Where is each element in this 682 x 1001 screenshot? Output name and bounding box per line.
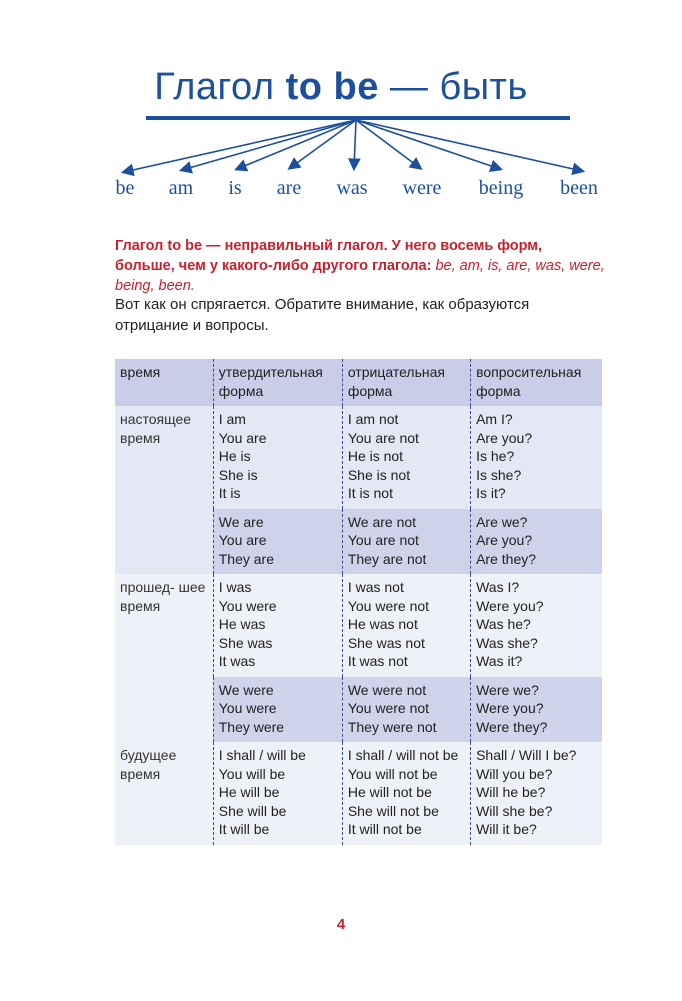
arrow-to-am bbox=[182, 120, 356, 170]
present-label: настоящее время bbox=[115, 406, 213, 574]
form-are: are bbox=[276, 177, 302, 199]
form-were: were bbox=[402, 177, 442, 199]
header-negative: отрицательная форма bbox=[342, 359, 470, 406]
cell-present-aff-singular: I am You are He is She is It is bbox=[213, 406, 342, 509]
intro-highlight: Глагол to be — неправильный глагол. У него восемь форм, больше, чем у какого-либо другого глагола: be, am, is, are, was, were, being, been. bbox=[115, 238, 605, 294]
form-is: is bbox=[228, 177, 242, 199]
form-be: be bbox=[115, 177, 135, 199]
header-question: вопросительная форма bbox=[471, 359, 602, 406]
cell-past-aff-plural: We were You were They were bbox=[213, 677, 342, 743]
cell-present-q-plural: Are we? Are you? Are they? bbox=[471, 509, 602, 575]
conjugation-table bbox=[115, 359, 602, 845]
arrow-to-was bbox=[354, 120, 356, 168]
header-affirmative: утвердительная форма bbox=[213, 359, 342, 406]
form-being: being bbox=[478, 177, 524, 199]
cell-present-aff-plural: We are You are They are bbox=[213, 509, 342, 575]
future-label: будущее время bbox=[115, 742, 213, 845]
form-am: am bbox=[168, 177, 194, 199]
page-number: 4 bbox=[336, 916, 346, 933]
intro-forms-list: be, am, is, are, was, were, being, been. bbox=[115, 258, 605, 294]
table-header-row bbox=[115, 359, 602, 406]
past-label: прошед- шее время bbox=[115, 574, 213, 742]
table-row bbox=[115, 742, 602, 845]
cell-past-aff-singular: I was You were He was She was It was bbox=[213, 574, 342, 677]
form-been: been bbox=[560, 177, 598, 199]
intro-text: Вот как он спрягается. Обратите внимание, как образуются отрицание и вопросы. bbox=[115, 296, 530, 334]
arrow-fan-diagram bbox=[0, 0, 682, 200]
cell-past-q-plural: Were we? Were you? Were they? bbox=[471, 677, 602, 743]
cell-past-neg-singular: I was not You were not He was not She was not It was not bbox=[342, 574, 470, 677]
page-title: Глагол to be — быть bbox=[154, 66, 528, 108]
cell-past-q-singular: Was I? Were you? Was he? Was she? Was it? bbox=[471, 574, 602, 677]
arrow-to-being bbox=[356, 120, 500, 169]
cell-present-neg-plural: We are not You are not They are not bbox=[342, 509, 470, 575]
cell-future-neg: I shall / will not be You will not be He will not be She will not be It will not be bbox=[342, 742, 470, 845]
cell-present-neg-singular: I am not You are not He is not She is not It is not bbox=[342, 406, 470, 509]
cell-present-q-singular: Am I? Are you? Is he? Is she? Is it? bbox=[471, 406, 602, 509]
cell-future-aff: I shall / will be You will be He will be She will be It will be bbox=[213, 742, 342, 845]
cell-future-q: Shall / Will I be? Will you be? Will he be? Will she be? Will it be? bbox=[471, 742, 602, 845]
form-was: was bbox=[336, 177, 368, 199]
table-row bbox=[115, 574, 602, 677]
table-row bbox=[115, 406, 602, 509]
cell-past-neg-plural: We were not You were not They were not bbox=[342, 677, 470, 743]
header-time: время bbox=[115, 359, 213, 406]
arrow-to-is bbox=[237, 120, 356, 169]
